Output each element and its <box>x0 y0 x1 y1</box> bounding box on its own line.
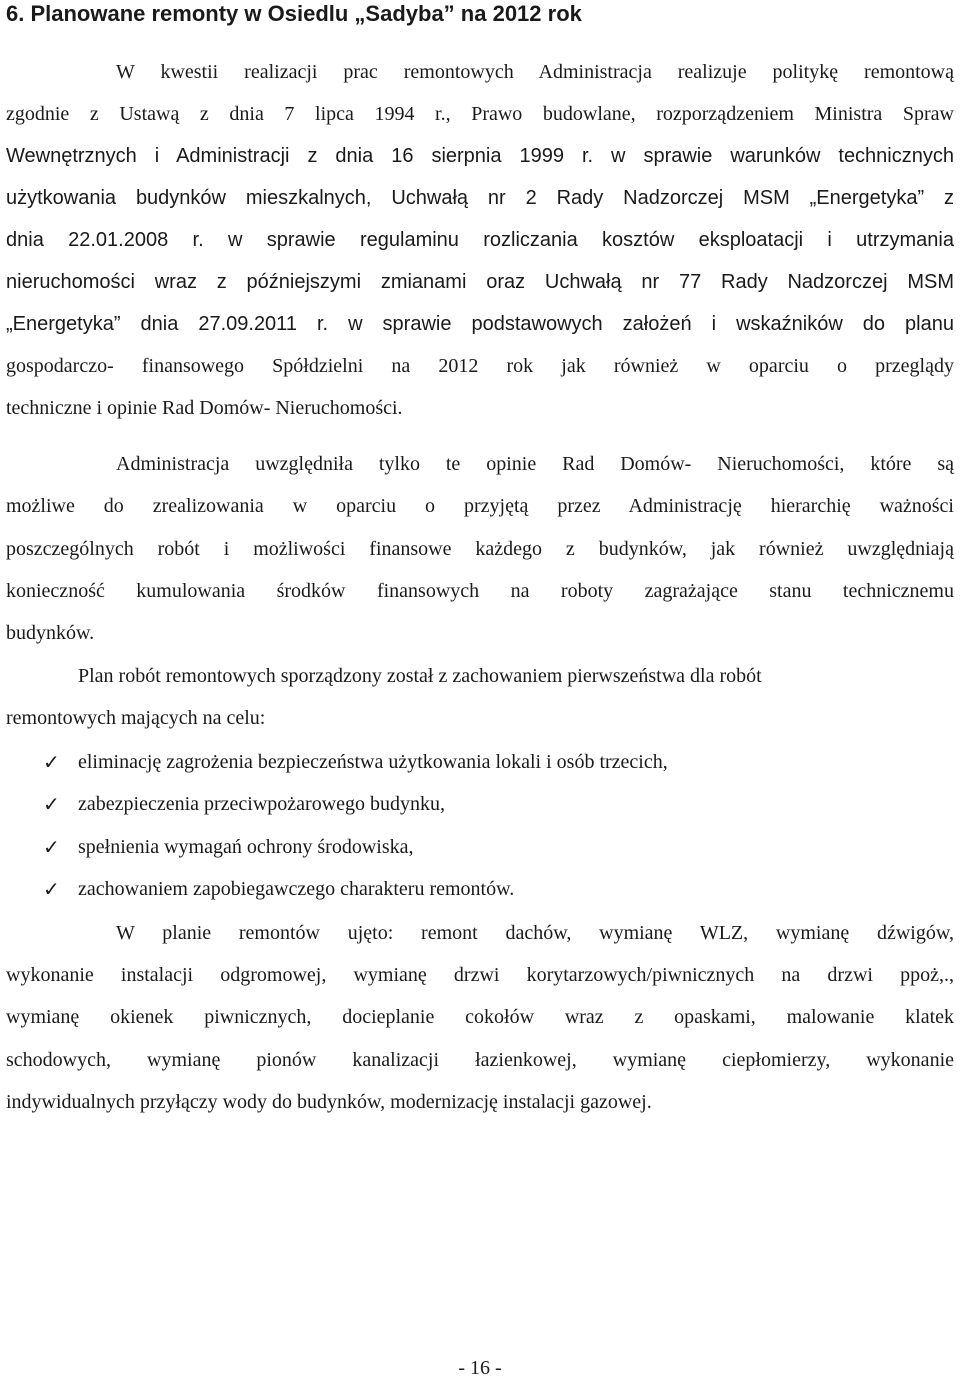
checkmark-icon: ✓ <box>43 792 60 816</box>
checkmark-icon: ✓ <box>43 877 60 901</box>
paragraph-line: dnia 22.01.2008 r. w sprawie regulaminu rozliczania kosztów eksploatacji i utrzymania <box>6 229 954 251</box>
paragraph-line: Plan robót remontowych sporządzony został z zachowaniem pierwszeństwa dla robót <box>78 665 762 687</box>
list-item-text: eliminację zagrożenia bezpieczeństwa użytkowania lokali i osób trzecich, <box>78 751 668 773</box>
paragraph-line: schodowych, wymianę pionów kanalizacji łazienkowej, wymianę ciepłomierzy, wykonanie <box>6 1049 954 1071</box>
paragraph-line: Administracja uwzględniła tylko te opinie Rad Domów- Nieruchomości, które są <box>116 453 954 475</box>
paragraph-line: remontowych mających na celu: <box>6 707 266 729</box>
paragraph-line: W planie remontów ujęto: remont dachów, wymianę WLZ, wymianę dźwigów, <box>116 922 954 944</box>
paragraph-line: indywidualnych przyłączy wody do budynków, modernizację instalacji gazowej. <box>6 1091 652 1113</box>
paragraph-line: nieruchomości wraz z późniejszymi zmianami oraz Uchwałą nr 77 Rady Nadzorczej MSM <box>6 271 954 293</box>
paragraph-line: wymianę okienek piwnicznych, docieplanie cokołów wraz z opaskami, malowanie klatek <box>6 1006 954 1028</box>
paragraph-line: Wewnętrznych i Administracji z dnia 16 sierpnia 1999 r. w sprawie warunków technicznych <box>6 145 954 167</box>
list-item-text: zabezpieczenia przeciwpożarowego budynku, <box>78 793 446 815</box>
page-number: - 16 - <box>458 1357 502 1379</box>
paragraph-line: techniczne i opinie Rad Domów- Nieruchomości. <box>6 397 403 419</box>
paragraph-line: poszczególnych robót i możliwości finansowe każdego z budynków, jak również uwzględniają <box>6 538 954 560</box>
paragraph-line: „Energetyka” dnia 27.09.2011 r. w sprawie podstawowych założeń i wskaźników do planu <box>6 313 954 335</box>
checkmark-icon: ✓ <box>43 750 60 774</box>
list-item-text: spełnienia wymagań ochrony środowiska, <box>78 836 414 858</box>
paragraph-line: W kwestii realizacji prac remontowych Administracja realizuje politykę remontową <box>116 61 954 83</box>
paragraph-line: wykonanie instalacji odgromowej, wymianę drzwi korytarzowych/piwnicznych na drzwi ppoż,., <box>6 964 954 986</box>
paragraph-line: zgodnie z Ustawą z dnia 7 lipca 1994 r., Prawo budowlane, rozporządzeniem Ministra Spraw <box>6 103 954 125</box>
paragraph-line: użytkowania budynków mieszkalnych, Uchwałą nr 2 Rady Nadzorczej MSM „Energetyka” z <box>6 187 954 209</box>
checkmark-icon: ✓ <box>43 835 60 859</box>
section-heading: 6. Planowane remonty w Osiedlu „Sadyba” na 2012 rok <box>6 1 582 26</box>
paragraph-line: możliwe do zrealizowania w oparciu o przyjętą przez Administrację hierarchię ważności <box>6 495 954 517</box>
paragraph-line: konieczność kumulowania środków finansowych na roboty zagrażające stanu technicznemu <box>6 580 954 602</box>
list-item-text: zachowaniem zapobiegawczego charakteru remontów. <box>78 878 515 900</box>
paragraph-line: budynków. <box>6 622 95 644</box>
paragraph-line: gospodarczo- finansowego Spółdzielni na 2012 rok jak również w oparciu o przeglądy <box>6 355 954 377</box>
